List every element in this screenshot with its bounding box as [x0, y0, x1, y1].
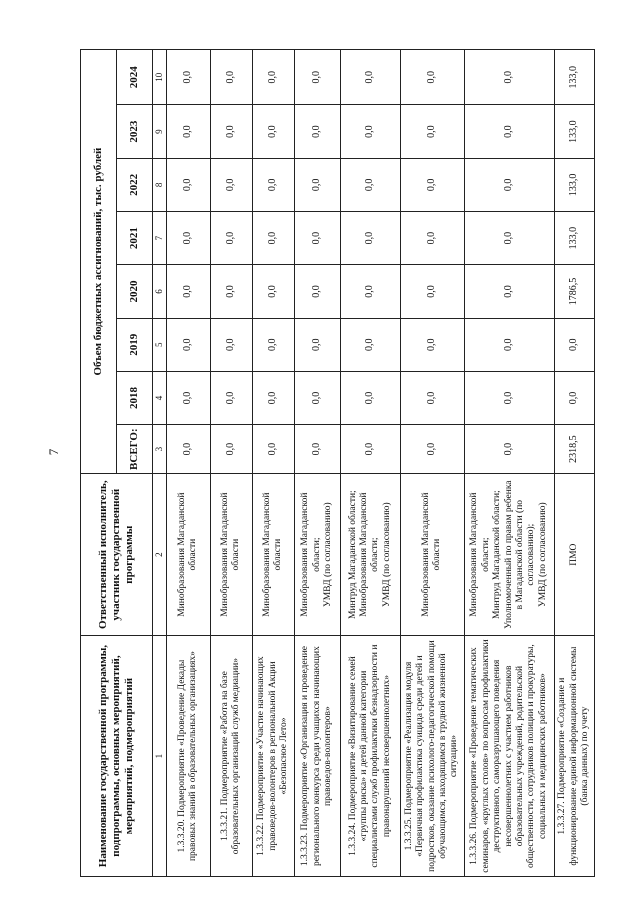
value-cell: 0,0 [166, 105, 210, 158]
value-cell: 0,0 [166, 158, 210, 211]
value-cell: 0,0 [166, 265, 210, 318]
table-row [400, 50, 464, 877]
value-cell: 0,0 [340, 318, 400, 371]
header-row-1 [81, 50, 117, 877]
value-cell: 0,0 [400, 212, 464, 265]
value-cell: 0,0 [400, 371, 464, 424]
row-executor [294, 474, 340, 636]
value-cell: 0,0 [464, 50, 554, 105]
value-cell: 0,0 [252, 212, 294, 265]
value-cell: 0,0 [210, 105, 252, 158]
row-name: 1.3.3.21. Подмероприятие «Работа на базе образовательных организаций служб медиации» [210, 636, 252, 877]
column-number: 5 [153, 318, 167, 371]
value-cell: 0,0 [340, 158, 400, 211]
value-cell: 0,0 [400, 105, 464, 158]
value-cell: 0,0 [166, 318, 210, 371]
header-name: Наименование государственной программы, подпрограммы, основных мероприятий, мероприятий, подмероприятий [81, 636, 153, 877]
value-cell: 0,0 [464, 212, 554, 265]
executor-line: Минтруд Магаданской области; [492, 490, 503, 620]
value-cell: 0,0 [400, 265, 464, 318]
row-executor [464, 474, 554, 636]
row-name: 1.3.3.27. Подмероприятие «Создание и функционирование единой информационной системы (банка данных) по учету [554, 636, 594, 877]
value-cell: 0,0 [294, 50, 340, 105]
value-total: 0,0 [464, 425, 554, 474]
executor-line: Минобразования Магаданской области [219, 492, 242, 617]
executor-line: Минобразования Магаданской области; [469, 492, 491, 617]
column-number: 8 [153, 158, 167, 211]
table-row [166, 50, 210, 877]
header-year: 2024 [117, 50, 153, 105]
value-total: 0,0 [252, 425, 294, 474]
header-year: 2020 [117, 265, 153, 318]
executor-line: Минобразования Магаданской области; [358, 492, 381, 617]
column-number: 7 [153, 212, 167, 265]
value-total: 0,0 [340, 425, 400, 474]
value-cell: 0,0 [294, 158, 340, 211]
value-cell: 0,0 [252, 105, 294, 158]
value-cell: 0,0 [294, 105, 340, 158]
value-cell: 0,0 [210, 212, 252, 265]
value-cell: 0,0 [400, 50, 464, 105]
value-cell: 0,0 [166, 371, 210, 424]
value-cell: 0,0 [166, 50, 210, 105]
value-cell: 0,0 [464, 105, 554, 158]
header-year: 2021 [117, 212, 153, 265]
value-cell: 0,0 [464, 265, 554, 318]
value-cell: 0,0 [340, 371, 400, 424]
value-cell: 0,0 [464, 318, 554, 371]
column-number: 6 [153, 265, 167, 318]
value-cell: 0,0 [294, 318, 340, 371]
value-cell: 0,0 [294, 212, 340, 265]
value-total: 0,0 [210, 425, 252, 474]
value-cell: 133,0 [554, 212, 594, 265]
value-cell: 0,0 [340, 265, 400, 318]
table-row [554, 50, 594, 877]
value-cell: 0,0 [464, 371, 554, 424]
header-year: 2022 [117, 158, 153, 211]
value-cell: 0,0 [554, 371, 594, 424]
value-cell: 0,0 [340, 50, 400, 105]
row-name: 1.3.3.24. Подмероприятие «Визитирование семей «группы риска» и детей данной категории специалистами служб профилактики безнадзорности и правонарушений несовершеннолетних» [340, 636, 400, 877]
value-cell: 0,0 [464, 158, 554, 211]
executor-line: УМВД (по согласованию) [381, 502, 392, 608]
value-cell: 0,0 [400, 158, 464, 211]
value-cell: 0,0 [210, 158, 252, 211]
executor-line: Уполномоченный по правам ребенка в Магаданской области (по согласованию); [503, 480, 537, 629]
row-executor [210, 474, 252, 636]
value-cell: 0,0 [252, 158, 294, 211]
row-executor [252, 474, 294, 636]
executor-line: Минобразования Магаданской области; [300, 492, 322, 617]
column-number: 1 [153, 636, 167, 877]
executor-line: УМВД (по согласованию) [322, 502, 333, 608]
value-cell: 0,0 [252, 50, 294, 105]
row-executor [400, 474, 464, 636]
executor-line: Минобразования Магаданской области [420, 492, 443, 617]
row-executor [166, 474, 210, 636]
budget-table [80, 49, 595, 877]
value-cell: 0,0 [294, 265, 340, 318]
value-cell: 0,0 [340, 212, 400, 265]
page-number: 7 [46, 448, 61, 456]
value-total: 2318,5 [554, 425, 594, 474]
value-total: 0,0 [400, 425, 464, 474]
value-total: 0,0 [294, 425, 340, 474]
value-cell: 0,0 [554, 318, 594, 371]
executor-line: УМВД (по согласованию) [537, 502, 548, 608]
value-cell: 0,0 [210, 265, 252, 318]
value-cell: 0,0 [210, 371, 252, 424]
header-total: ВСЕГО: [117, 425, 153, 474]
value-cell: 133,0 [554, 50, 594, 105]
header-volume: Объем бюджетных ассигнований, тыс. рублей [81, 50, 117, 474]
row-name: 1.3.3.25. Подмероприятие «Реализация модуля «Первичная профилактика суицида среди детей и подростков, оказание психолого-педагогической помощи обучающимся, находящимся в трудной жизненной ситуации» [400, 636, 464, 877]
header-year: 2019 [117, 318, 153, 371]
value-cell: 133,0 [554, 158, 594, 211]
header-executor: Ответственный исполнитель, участник государственной программы [81, 474, 153, 636]
table-row [294, 50, 340, 877]
column-number: 4 [153, 371, 167, 424]
executor-line: Минтруд Магаданской области; [347, 490, 358, 620]
value-cell: 0,0 [210, 318, 252, 371]
value-cell: 0,0 [166, 212, 210, 265]
column-number: 9 [153, 105, 167, 158]
executor-line: Минобразования Магаданской области [176, 492, 199, 617]
table-row [210, 50, 252, 877]
value-cell: 133,0 [554, 105, 594, 158]
value-cell: 0,0 [400, 318, 464, 371]
value-cell: 0,0 [252, 265, 294, 318]
column-number: 2 [153, 474, 167, 636]
header-year: 2023 [117, 105, 153, 158]
value-total: 0,0 [166, 425, 210, 474]
row-name: 1.3.3.26. Подмероприятие «Проведение тематических семинаров, «круглых столов» по вопросам профилактики деструктивного, саморазрушающего поведения несовершеннолетних с участием работников образовательных учреждений, родительской общественности, сотрудников полиции и прокуратуры, социальных и медицинских работников» [464, 636, 554, 877]
table-row [464, 50, 554, 877]
row-name: 1.3.3.22. Подмероприятие «Участие начинающих правоведов-волонтеров в региональной Акции «Безопасное Лето» [252, 636, 294, 877]
column-number: 3 [153, 425, 167, 474]
value-cell: 1786,5 [554, 265, 594, 318]
table-row [340, 50, 400, 877]
executor-line: ПМО [568, 543, 579, 566]
header-year: 2018 [117, 371, 153, 424]
value-cell: 0,0 [210, 50, 252, 105]
value-cell: 0,0 [252, 371, 294, 424]
column-number-row [153, 50, 167, 877]
value-cell: 0,0 [294, 371, 340, 424]
column-number: 10 [153, 50, 167, 105]
row-name: 1.3.3.20. Подмероприятие «Проведение Декады правовых знаний в образовательных организациях» [166, 636, 210, 877]
value-cell: 0,0 [340, 105, 400, 158]
row-executor [554, 474, 594, 636]
row-name: 1.3.3.23. Подмероприятие «Организация и проведение регионального конкурса среди учащихся начинающих правоведов-волонтеров» [294, 636, 340, 877]
value-cell: 0,0 [252, 318, 294, 371]
table-row [252, 50, 294, 877]
executor-line: Минобразования Магаданской области [261, 492, 284, 617]
row-executor [340, 474, 400, 636]
